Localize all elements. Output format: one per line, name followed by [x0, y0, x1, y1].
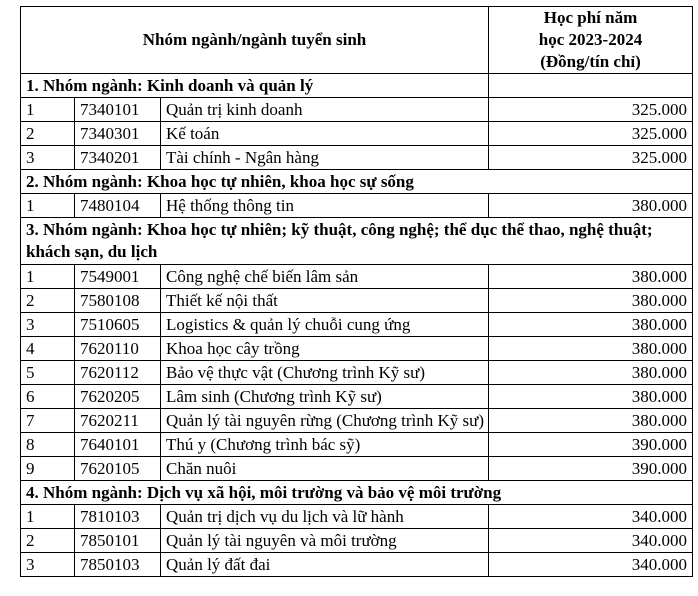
row-code: 7640101: [75, 433, 161, 457]
row-code: 7340301: [75, 122, 161, 146]
row-code: 7620205: [75, 385, 161, 409]
row-stt: 7: [21, 409, 75, 433]
row-stt: 3: [21, 553, 75, 577]
row-stt: 1: [21, 98, 75, 122]
row-stt: 4: [21, 337, 75, 361]
row-code: 7480104: [75, 194, 161, 218]
row-stt: 2: [21, 122, 75, 146]
table-row: [21, 409, 693, 433]
row-stt: 9: [21, 457, 75, 481]
group-title: 4. Nhóm ngành: Dịch vụ xã hội, môi trường và bảo vệ môi trường: [21, 481, 693, 505]
row-fee: 380.000: [489, 361, 693, 385]
row-fee: 380.000: [489, 194, 693, 218]
group-title: 2. Nhóm ngành: Khoa học tự nhiên, khoa học sự sống: [21, 170, 693, 194]
row-stt: 1: [21, 505, 75, 529]
row-fee: 380.000: [489, 409, 693, 433]
row-code: 7340101: [75, 98, 161, 122]
table-body: [21, 74, 693, 577]
row-stt: 3: [21, 313, 75, 337]
row-code: 7510605: [75, 313, 161, 337]
row-fee: 380.000: [489, 265, 693, 289]
table-row: [21, 457, 693, 481]
group-row: [21, 218, 693, 265]
table-row: [21, 337, 693, 361]
row-code: 7620112: [75, 361, 161, 385]
row-major: Quản trị kinh doanh: [161, 98, 489, 122]
row-major: Tài chính - Ngân hàng: [161, 146, 489, 170]
row-fee: 390.000: [489, 457, 693, 481]
table-row: [21, 553, 693, 577]
row-fee: 390.000: [489, 433, 693, 457]
row-code: 7620105: [75, 457, 161, 481]
table-row: [21, 313, 693, 337]
row-major: Kế toán: [161, 122, 489, 146]
row-fee: 380.000: [489, 313, 693, 337]
group-row: [21, 170, 693, 194]
row-fee: 325.000: [489, 146, 693, 170]
row-major: Chăn nuôi: [161, 457, 489, 481]
row-fee: 340.000: [489, 529, 693, 553]
row-major: Thiết kế nội thất: [161, 289, 489, 313]
header-group-column: Nhóm ngành/ngành tuyển sinh: [21, 7, 489, 74]
row-code: 7549001: [75, 265, 161, 289]
table-row: [21, 98, 693, 122]
row-major: Bảo vệ thực vật (Chương trình Kỹ sư): [161, 361, 489, 385]
row-fee: 325.000: [489, 98, 693, 122]
row-stt: 6: [21, 385, 75, 409]
group-fee-blank: [489, 74, 693, 98]
row-stt: 5: [21, 361, 75, 385]
header-fee-line2: học 2023-2024: [538, 30, 643, 49]
table-row: [21, 505, 693, 529]
row-stt: 2: [21, 289, 75, 313]
row-code: 7620211: [75, 409, 161, 433]
table-row: [21, 289, 693, 313]
row-stt: 1: [21, 265, 75, 289]
table-row: [21, 122, 693, 146]
row-fee: 325.000: [489, 122, 693, 146]
row-stt: 1: [21, 194, 75, 218]
row-major: Hệ thống thông tin: [161, 194, 489, 218]
table-row: [21, 146, 693, 170]
group-row: [21, 74, 693, 98]
row-stt: 8: [21, 433, 75, 457]
tuition-fee-table: [20, 6, 693, 577]
table-row: [21, 265, 693, 289]
group-title: 3. Nhóm ngành: Khoa học tự nhiên; kỹ thuật, công nghệ; thể dục thể thao, nghệ thuật; khách sạn, du lịch: [21, 218, 693, 265]
row-fee: 340.000: [489, 553, 693, 577]
row-major: Lâm sinh (Chương trình Kỹ sư): [161, 385, 489, 409]
table-row: [21, 361, 693, 385]
row-fee: 380.000: [489, 385, 693, 409]
group-row: [21, 481, 693, 505]
row-major: Logistics & quản lý chuỗi cung ứng: [161, 313, 489, 337]
row-fee: 380.000: [489, 337, 693, 361]
row-major: Quản trị dịch vụ du lịch và lữ hành: [161, 505, 489, 529]
group-title: 1. Nhóm ngành: Kinh doanh và quản lý: [21, 74, 489, 98]
row-major: Khoa học cây trồng: [161, 337, 489, 361]
header-row: [21, 7, 693, 74]
table-row: [21, 194, 693, 218]
table-row: [21, 529, 693, 553]
table-row: [21, 433, 693, 457]
row-code: 7850103: [75, 553, 161, 577]
table-row: [21, 385, 693, 409]
row-stt: 2: [21, 529, 75, 553]
header-fee-line1: Học phí năm: [543, 8, 638, 27]
row-fee: 340.000: [489, 505, 693, 529]
row-major: Thú y (Chương trình bác sỹ): [161, 433, 489, 457]
row-major: Quản lý tài nguyên và môi trường: [161, 529, 489, 553]
row-major: Quản lý tài nguyên rừng (Chương trình Kỹ sư): [161, 409, 489, 433]
row-code: 7580108: [75, 289, 161, 313]
row-major: Công nghệ chế biến lâm sản: [161, 265, 489, 289]
row-major: Quản lý đất đai: [161, 553, 489, 577]
header-fee-line3: (Đồng/tín chỉ): [540, 52, 641, 71]
row-code: 7810103: [75, 505, 161, 529]
row-stt: 3: [21, 146, 75, 170]
row-code: 7850101: [75, 529, 161, 553]
row-code: 7620110: [75, 337, 161, 361]
row-code: 7340201: [75, 146, 161, 170]
row-fee: 380.000: [489, 289, 693, 313]
header-fee-column: [489, 7, 693, 74]
